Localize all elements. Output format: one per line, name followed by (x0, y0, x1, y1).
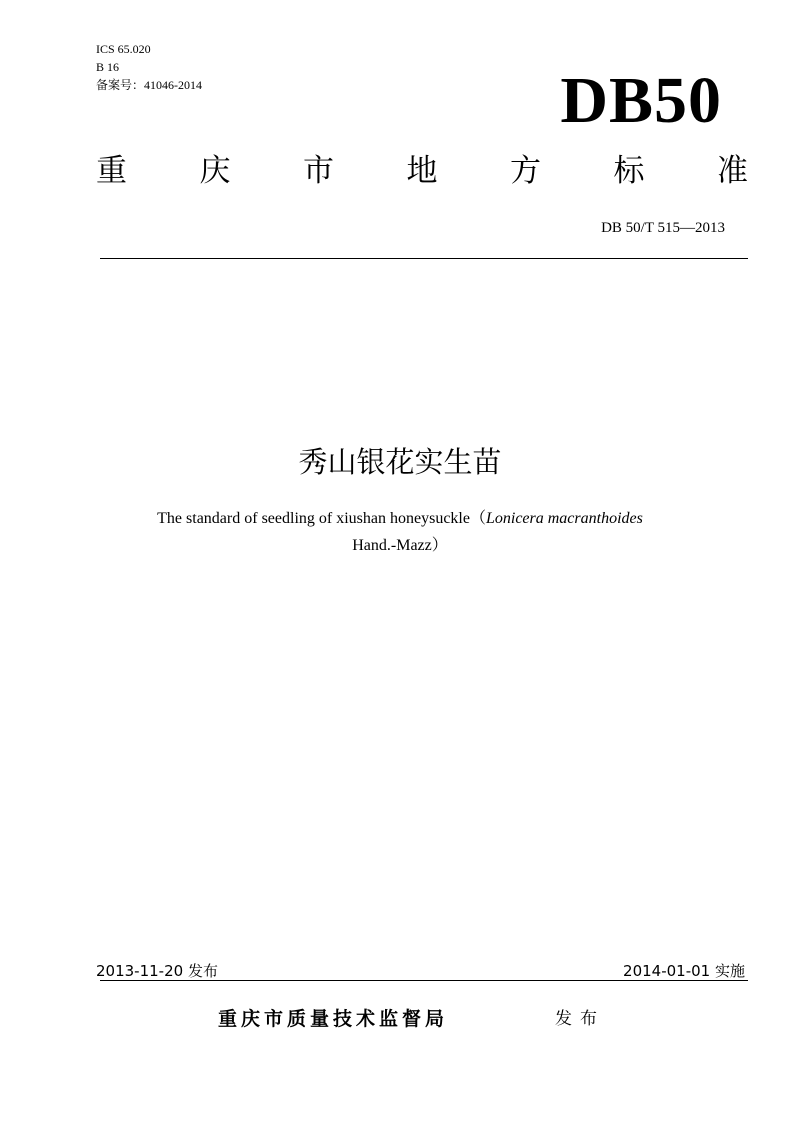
record-number: 备案号：41046-2014 (96, 78, 202, 92)
standard-type-title (96, 153, 748, 189)
document-title-english (100, 505, 700, 559)
ics-code: ICS 65.020 (96, 42, 151, 56)
standard-type-char: 准 (717, 153, 748, 189)
issuing-authority: 重庆市质量技术监督局 (218, 1008, 449, 1030)
top-divider (100, 258, 748, 259)
ccs-code: B 16 (96, 60, 120, 74)
standard-type-char: 重 (96, 153, 127, 189)
standard-type-char: 庆 (199, 153, 231, 189)
document-title-chinese: 秀山银花实生苗 (298, 445, 502, 479)
document-metadata (96, 40, 202, 94)
english-title-suffix: Hand.-Mazz） (352, 537, 448, 554)
standard-type-char: 标 (613, 153, 645, 189)
english-title-prefix: The standard of seedling of xiushan honeysuckle（ (157, 510, 486, 527)
issuing-authority-suffix: 发布 (555, 1009, 605, 1029)
implementation-date: 2014-01-01 实施 (623, 962, 745, 980)
issue-date: 2013-11-20 发布 (96, 962, 218, 980)
standard-number: DB 50/T 515—2013 (601, 220, 725, 236)
standard-logo: DB50 (560, 64, 722, 137)
bottom-divider (100, 980, 748, 981)
standard-type-char: 方 (510, 153, 541, 189)
standard-type-char: 市 (303, 153, 334, 189)
english-title-latin-name: Lonicera macranthoides (485, 510, 643, 527)
standard-type-char: 地 (406, 153, 438, 189)
